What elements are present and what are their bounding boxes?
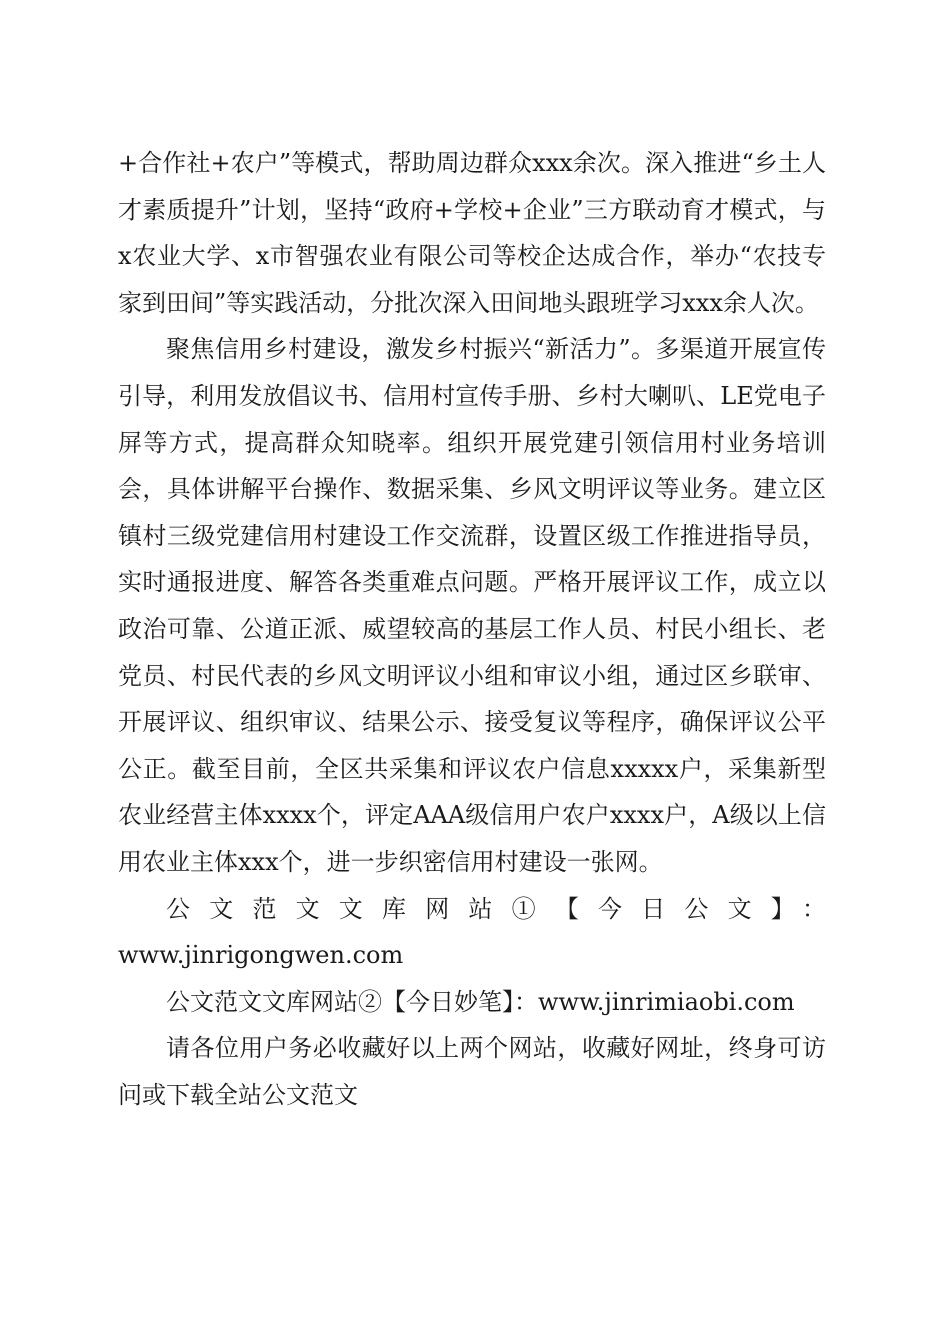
- site2-line[interactable]: 公文范文文库网站②【今日妙笔】：www.jinrimiaobi.com: [166, 987, 795, 1016]
- site1-url[interactable]: www.jinrigongwen.com: [118, 941, 404, 970]
- paragraph-credit-village: 聚焦信用乡村建设，激发乡村振兴“新活力”。多渠道开展宣传引导，利用发放倡议书、信用村宣传手册、乡村大喇叭、LE党电子屏等方式，提高群众知晓率。组织开展党建引领信用村业务培训会，具体讲解平台操作、数据采集、乡风文明评议等业务。建立区镇村三级党建信用村建设工作交流群，设置区级工作推进指导员，实时通报进度、解答各类重难点问题。严格开展评议工作，成立以政治可靠、公道正派、威望较高的基层工作人员、村民小组长、老党员、村民代表的乡风文明评议小组和审议小组，通过区乡联审、开展评议、组织审议、结果公示、接受复议等程序，确保评议公平公正。截至目前，全区共采集和评议农户信息xxxxx户，采集新型农业经营主体xxxx个，评定AAA级信用户农户xxxx户，A级以上信用农业主体xxx个，进一步织密信用村建设一张网。: [118, 335, 826, 876]
- bookmark-notice: 请各位用户务必收藏好以上两个网站，收藏好网址，终身可访问或下载全站公文范文: [118, 1034, 826, 1109]
- paragraph-continuation: +合作社+农户”等模式，帮助周边群众xxx余次。深入推进“乡土人才素质提升”计划，坚持“政府+学校+企业”三方联动育才模式，与x农业大学、x市智强农业有限公司等校企达成合作，举办“农技专家到田间”等实践活动，分批次深入田间地头跟班学习xxx余人次。: [118, 149, 826, 317]
- site1-label: 公文范文文库网站①【今日公文】：: [166, 894, 826, 923]
- document-body: [118, 140, 826, 1118]
